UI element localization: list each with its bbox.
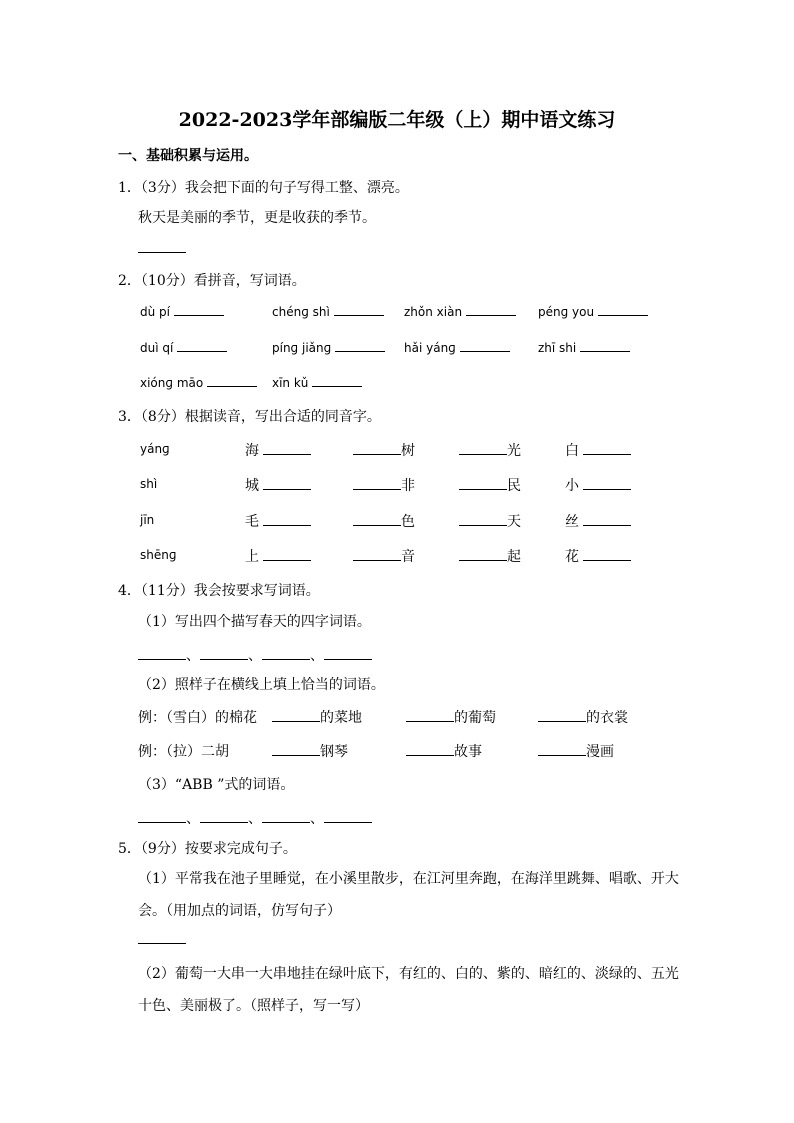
fill-item: 钢琴	[272, 741, 348, 761]
homophone-item: 白	[565, 440, 631, 460]
pinyin-item: zhī shi	[538, 341, 630, 355]
homophone-item: 色	[353, 511, 415, 531]
homophone-item: 树	[353, 440, 415, 460]
example-prefix: 例：（雪白）的棉花	[138, 710, 257, 726]
answer-blank[interactable]	[272, 720, 320, 722]
fill-item: 的菜地	[272, 707, 362, 727]
question-4-heading: 4．（11分）我会按要求写词语。	[118, 583, 320, 599]
answer-blank[interactable]	[538, 720, 586, 722]
fill-item: 的衣裳	[538, 707, 628, 727]
homophone-item: 丝	[565, 511, 631, 531]
question-4-part-3: （3）“ABB ”式的词语。	[138, 777, 295, 793]
answer-blank[interactable]	[353, 524, 401, 526]
answer-blank[interactable]	[335, 350, 385, 352]
pinyin-item: chénɡ shì	[272, 305, 384, 319]
homophone-pinyin: yánɡ	[140, 442, 170, 456]
answer-blank[interactable]	[459, 559, 507, 561]
question-5-part-1-line-2: 会。（用加点的词语，仿写句子）	[138, 903, 341, 919]
homophone-item: 天	[459, 511, 521, 531]
question-4-part-2: （2）照样子在横线上填上恰当的词语。	[138, 677, 385, 693]
answer-blank[interactable]	[580, 350, 630, 352]
answer-blank[interactable]	[459, 524, 507, 526]
pinyin-item: hǎi yánɡ	[404, 341, 510, 355]
fill-item: 的葡萄	[406, 707, 496, 727]
homophone-item: 上	[245, 546, 311, 566]
answer-blank[interactable]	[583, 524, 631, 526]
answer-blank[interactable]	[138, 821, 186, 823]
answer-blank[interactable]	[466, 314, 516, 316]
answer-blank[interactable]	[312, 385, 362, 387]
homophone-pinyin: shì	[140, 477, 158, 491]
homophone-item: 海	[245, 440, 311, 460]
answer-blank[interactable]	[459, 488, 507, 490]
answer-blank[interactable]	[138, 252, 186, 253]
pinyin-item: xiónɡ māo	[140, 376, 257, 390]
section-heading: 一、基础积累与运用。	[118, 148, 258, 164]
homophone-item: 民	[459, 475, 521, 495]
question-4-part-1: （1）写出四个描写春天的四字词语。	[138, 614, 371, 630]
answer-blank[interactable]	[324, 658, 372, 660]
question-1-sentence: 秋天是美丽的季节，更是收获的季节。	[138, 210, 376, 226]
answer-blank[interactable]	[207, 385, 257, 387]
pinyin-item: zhǒn xiàn	[404, 305, 516, 319]
answer-blank[interactable]	[200, 658, 248, 660]
answer-blank[interactable]	[583, 453, 631, 455]
answer-blank[interactable]	[334, 314, 384, 316]
blank-series: 、 、 、	[138, 645, 372, 665]
answer-blank[interactable]	[353, 559, 401, 561]
pinyin-item: pénɡ you	[538, 305, 648, 319]
question-5-part-1-line-1: （1）平常我在池子里睡觉，在小溪里散步，在江河里奔跑，在海洋里跳舞、唱歌、开大	[138, 871, 679, 887]
answer-blank[interactable]	[353, 488, 401, 490]
answer-blank[interactable]	[459, 453, 507, 455]
answer-blank[interactable]	[263, 453, 311, 455]
answer-blank[interactable]	[138, 658, 186, 660]
pinyin-item: pínɡ jiǎnɡ	[272, 341, 385, 355]
fill-item: 故事	[406, 741, 482, 761]
homophone-item: 音	[353, 546, 415, 566]
example-prefix: 例：（拉）二胡	[138, 744, 229, 760]
answer-blank[interactable]	[262, 658, 310, 660]
homophone-pinyin: shēnɡ	[140, 548, 177, 562]
answer-blank[interactable]	[200, 821, 248, 823]
blank-series: 、 、 、	[138, 808, 372, 828]
answer-blank[interactable]	[460, 350, 510, 352]
answer-blank[interactable]	[598, 314, 648, 316]
question-5-part-2-line-2: 十色、美丽极了。（照样子，写一写）	[138, 998, 369, 1014]
pinyin-item: xīn kǔ	[272, 376, 362, 390]
page-title: 2022-2023学年部编版二年级（上）期中语文练习	[178, 109, 616, 131]
answer-blank[interactable]	[177, 350, 227, 352]
fill-item: 漫画	[538, 741, 614, 761]
answer-blank[interactable]	[174, 314, 224, 316]
homophone-pinyin: jīn	[140, 513, 155, 527]
homophone-item: 小	[565, 475, 631, 495]
question-2-heading: 2．（10分）看拼音，写词语。	[118, 273, 306, 289]
answer-blank[interactable]	[583, 488, 631, 490]
answer-blank[interactable]	[353, 453, 401, 455]
answer-blank[interactable]	[324, 821, 372, 823]
answer-blank[interactable]	[538, 754, 586, 756]
answer-blank[interactable]	[263, 524, 311, 526]
homophone-item: 非	[353, 475, 415, 495]
homophone-item: 毛	[245, 511, 311, 531]
answer-blank[interactable]	[262, 821, 310, 823]
answer-blank[interactable]	[263, 559, 311, 561]
homophone-item: 花	[565, 546, 631, 566]
homophone-item: 光	[459, 440, 521, 460]
answer-blank[interactable]	[138, 943, 186, 944]
pinyin-item: duì qí	[140, 341, 227, 355]
pinyin-item: dù pí	[140, 305, 224, 319]
question-1-heading: 1．（3分）我会把下面的句子写得工整、漂亮。	[118, 180, 409, 196]
question-5-heading: 5．（9分）按要求完成句子。	[118, 841, 297, 857]
answer-blank[interactable]	[406, 754, 454, 756]
answer-blank[interactable]	[406, 720, 454, 722]
homophone-item: 起	[459, 546, 521, 566]
question-5-part-2-line-1: （2）葡萄一大串一大串地挂在绿叶底下，有红的、白的、紫的、暗红的、淡绿的、五光	[138, 966, 679, 982]
answer-blank[interactable]	[583, 559, 631, 561]
answer-blank[interactable]	[263, 488, 311, 490]
answer-blank[interactable]	[272, 754, 320, 756]
homophone-item: 城	[245, 475, 311, 495]
question-3-heading: 3．（8分）根据读音，写出合适的同音字。	[118, 409, 381, 425]
